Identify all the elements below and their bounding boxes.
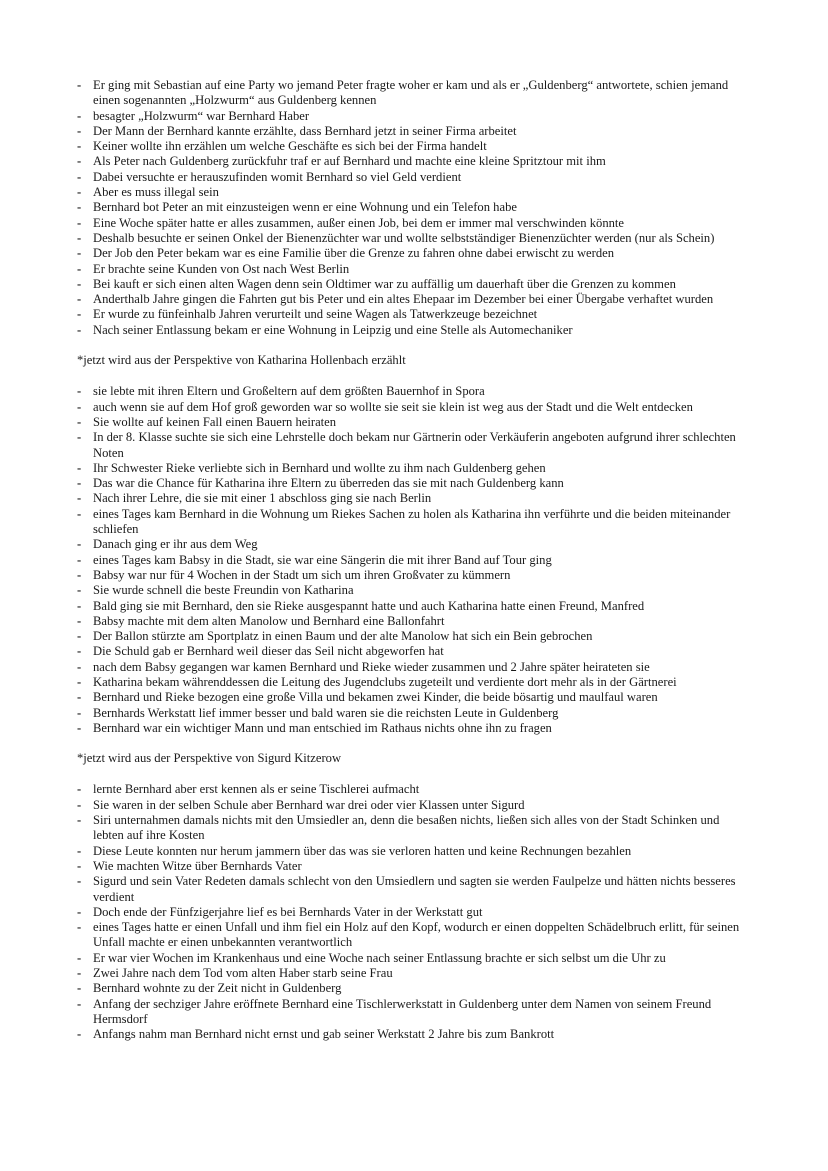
list-item [77, 782, 747, 797]
list-item-text: Nach seiner Entlassung bekam er eine Wohnung in Leipzig und eine Stelle als Automechaniker [93, 322, 573, 337]
list-item [77, 553, 747, 568]
list-item-text: In der 8. Klasse suchte sie sich eine Lehrstelle doch bekam nur Gärtnerin oder Verkäuferin angeboten aufgrund ihrer schlechten Noten [93, 430, 736, 460]
list-item-text: Sie wurde schnell die beste Freundin von Katharina [93, 583, 354, 598]
bullet-dash: - [77, 904, 82, 919]
list-item-text: Anfang der sechziger Jahre eröffnete Bernhard eine Tischlerwerkstatt in Guldenberg unter dem Namen von seinem Freund Hermsdorf [93, 996, 712, 1026]
list-item [77, 798, 747, 813]
bullet-dash: - [77, 414, 82, 429]
list-item [77, 813, 747, 844]
list-item-text: Siri unternahmen damals nichts mit den Umsiedler an, denn die besaßen nichts, ließen sich alles von der Stadt Schinken und lebten auf ihre Kosten [93, 813, 720, 843]
list-item [77, 675, 747, 690]
list-item-text: Bernhards Werkstatt lief immer besser und bald waren sie die reichsten Leute in Guldenberg [93, 705, 559, 720]
list-item [77, 859, 747, 874]
list-item [77, 216, 747, 231]
list-item [77, 920, 747, 951]
list-item-text: Aber es muss illegal sein [93, 185, 219, 200]
list-item-text: Danach ging er ihr aus dem Weg [93, 537, 258, 552]
list-item [77, 491, 747, 506]
list-item [77, 78, 747, 109]
list-item [77, 430, 747, 461]
list-item [77, 644, 747, 659]
bullet-dash: - [77, 782, 82, 797]
list-item-text: Bernhard wohnte zu der Zeit nicht in Guldenberg [93, 981, 342, 996]
list-item [77, 951, 747, 966]
list-item [77, 292, 747, 307]
bullet-dash: - [77, 598, 82, 613]
list-item-text: Babsy machte mit dem alten Manolow und Bernhard eine Ballonfahrt [93, 613, 445, 628]
list-item [77, 997, 747, 1028]
bullet-dash: - [77, 966, 82, 981]
list-item [77, 231, 747, 246]
list-item-text: Doch ende der Fünfzigerjahre lief es bei Bernhards Vater in der Werkstatt gut [93, 904, 483, 919]
bullet-dash: - [77, 108, 82, 123]
bullet-dash: - [77, 307, 82, 322]
bullet-dash: - [77, 552, 82, 567]
bullet-dash: - [77, 613, 82, 628]
bullet-dash: - [77, 920, 82, 935]
list-item [77, 1027, 747, 1042]
list-item [77, 400, 747, 415]
list-item-text: Bei kauft er sich einen alten Wagen denn sein Oldtimer war zu auffällig um dauerhaft über die Grenzen zu kommen [93, 276, 676, 291]
list-item-text: Der Ballon stürzte am Sportplatz in einen Baum und der alte Manolow hat sich ein Bein gebrochen [93, 629, 593, 644]
bullet-dash: - [77, 674, 82, 689]
list-item-text: eines Tages kam Babsy in die Stadt, sie war eine Sängerin die mit ihrer Band auf Tour ging [93, 552, 552, 567]
list-item-text: eines Tages hatte er einen Unfall und ihm fiel ein Holz auf den Kopf, wodurch er einen doppelten Schädelbruch erlitt, für seinen Unfall machte er einen unbekannten verantwortlich [93, 920, 740, 950]
bullet-dash: - [77, 858, 82, 873]
list-item-text: Ihr Schwester Rieke verliebte sich in Bernhard und wollte zu ihm nach Guldenberg gehen [93, 460, 546, 475]
list-item [77, 124, 747, 139]
list-item-text: Anderthalb Jahre gingen die Fahrten gut bis Peter und ein altes Ehepaar im Dezember bei einer Übergabe verhaftet wurden [93, 292, 714, 307]
list-item [77, 599, 747, 614]
list-item [77, 476, 747, 491]
list-item-text: Wie machten Witze über Bernhards Vater [93, 858, 302, 873]
list-item-text: Zwei Jahre nach dem Tod vom alten Haber starb seine Frau [93, 966, 393, 981]
list-item [77, 507, 747, 538]
list-item [77, 246, 747, 261]
bullet-dash: - [77, 430, 82, 445]
bullet-dash: - [77, 169, 82, 184]
list-item [77, 461, 747, 476]
bullet-dash: - [77, 797, 82, 812]
list-item [77, 323, 747, 338]
list-item-text: Die Schuld gab er Bernhard weil dieser das Seil nicht abgeworfen hat [93, 644, 444, 659]
list-item-text: eines Tages kam Bernhard in die Wohnung um Riekes Sachen zu holen als Katharina ihn verführte und die beiden miteinander schliefen [93, 506, 731, 537]
list-item-text: Dabei versuchte er herauszufinden womit Bernhard so viel Geld verdient [93, 169, 462, 184]
bullet-dash: - [77, 246, 82, 261]
list-item-text: Nach ihrer Lehre, die sie mit einer 1 abschloss ging sie nach Berlin [93, 491, 432, 506]
bullet-list-sigurd [77, 782, 747, 1042]
list-item-text: Deshalb besuchte er seinen Onkel der Bienenzüchter war und wollte selbstständiger Bienenzüchter werden (nur als Schein) [93, 230, 715, 245]
list-item [77, 660, 747, 675]
bullet-dash: - [77, 644, 82, 659]
list-item-text: Diese Leute konnten nur herum jammern über das was sie verloren hatten und keine Rechnungen bezahlen [93, 843, 632, 858]
bullet-dash: - [77, 690, 82, 705]
list-item-text: nach dem Babsy gegangen war kamen Bernhard und Rieke wieder zusammen und 2 Jahre später heirateten sie [93, 659, 650, 674]
list-item [77, 629, 747, 644]
bullet-dash: - [77, 1027, 82, 1042]
section-heading-sigurd: *jetzt wird aus der Perspektive von Sigurd Kitzerow [77, 751, 342, 766]
bullet-list-katharina [77, 384, 747, 736]
bullet-dash: - [77, 705, 82, 720]
list-item-text: Bernhard bot Peter an mit einzusteigen wenn er eine Wohnung und ein Telefon habe [93, 200, 517, 215]
section-heading-katharina: *jetzt wird aus der Perspektive von Katharina Hollenbach erzählt [77, 353, 406, 368]
list-item [77, 277, 747, 292]
list-item [77, 262, 747, 277]
list-item-text: Bernhard und Rieke bezogen eine große Villa und bekamen zwei Kinder, die beide bösartig und maulfaul waren [93, 690, 658, 705]
bullet-dash: - [77, 261, 82, 276]
bullet-dash: - [77, 78, 82, 92]
bullet-dash: - [77, 981, 82, 996]
list-item-text: Der Job den Peter bekam war es eine Familie über die Grenze zu fahren ohne dabei erwischt zu werden [93, 246, 615, 261]
bullet-dash: - [77, 874, 82, 889]
bullet-dash: - [77, 950, 82, 965]
bullet-dash: - [77, 460, 82, 475]
bullet-dash: - [77, 583, 82, 598]
bullet-dash: - [77, 123, 82, 138]
bullet-dash: - [77, 276, 82, 291]
list-item-text: Der Mann der Bernhard kannte erzählte, dass Bernhard jetzt in seiner Firma arbeitet [93, 123, 517, 138]
document-content [77, 78, 747, 1043]
list-item [77, 966, 747, 981]
bullet-dash: - [77, 567, 82, 582]
list-item [77, 185, 747, 200]
bullet-dash: - [77, 200, 82, 215]
bullet-dash: - [77, 230, 82, 245]
list-item-text: Sigurd und sein Vater Redeten damals schlecht von den Umsiedlern und sagten sie werden Faulpelze und hätten nichts besseres verdient [93, 874, 736, 904]
bullet-dash: - [77, 813, 82, 828]
list-item-text: Sie waren in der selben Schule aber Bernhard war drei oder vier Klassen unter Sigurd [93, 797, 525, 812]
bullet-dash: - [77, 154, 82, 169]
list-item-text: Er ging mit Sebastian auf eine Party wo jemand Peter fragte woher er kam und als er „Guldenberg“ antwortete, schien jemand einen sogenannten „Holzwurm“ aus Guldenberg kennen [93, 78, 729, 108]
list-item [77, 690, 747, 705]
list-item [77, 721, 747, 736]
bullet-dash: - [77, 215, 82, 230]
list-item [77, 307, 747, 322]
bullet-dash: - [77, 537, 82, 552]
list-item-text: Er wurde zu fünfeinhalb Jahren verurteilt und seine Wagen als Tatwerkzeuge bezeichnet [93, 307, 538, 322]
list-item-text: Anfangs nahm man Bernhard nicht ernst und gab seiner Werkstatt 2 Jahre bis zum Bankrott [93, 1027, 555, 1042]
bullet-dash: - [77, 843, 82, 858]
list-item [77, 384, 747, 399]
list-item-text: lernte Bernhard aber erst kennen als er seine Tischlerei aufmacht [93, 782, 420, 797]
list-item-text: Eine Woche später hatte er alles zusammen, außer einen Job, bei dem er immer mal verschwinden könnte [93, 215, 624, 230]
list-item [77, 706, 747, 721]
bullet-dash: - [77, 506, 82, 521]
bullet-dash: - [77, 720, 82, 735]
list-item [77, 415, 747, 430]
list-item-text: Bernhard war ein wichtiger Mann und man entschied im Rathaus nichts ohne ihn zu fragen [93, 720, 552, 735]
list-item [77, 583, 747, 598]
bullet-dash: - [77, 629, 82, 644]
bullet-dash: - [77, 322, 82, 337]
list-item [77, 139, 747, 154]
bullet-dash: - [77, 139, 82, 154]
list-item [77, 154, 747, 169]
list-item-text: Das war die Chance für Katharina ihre Eltern zu überreden das sie mit nach Guldenberg kann [93, 476, 564, 491]
list-item-text: Katharina bekam währenddessen die Leitung des Jugendclubs zugeteilt und verdiente dort mehr als in der Gärtnerei [93, 674, 677, 689]
list-item-text: auch wenn sie auf dem Hof groß geworden war so wollte sie seit sie klein ist weg aus der Stadt und die Welt entdecken [93, 399, 693, 414]
bullet-dash: - [77, 491, 82, 506]
list-item-text: Sie wollte auf keinen Fall einen Bauern heiraten [93, 414, 337, 429]
list-item [77, 844, 747, 859]
list-item [77, 537, 747, 552]
list-item-text: Keiner wollte ihn erzählen um welche Geschäfte es sich bei der Firma handelt [93, 139, 487, 154]
list-item [77, 905, 747, 920]
bullet-dash: - [77, 292, 82, 307]
bullet-dash: - [77, 476, 82, 491]
bullet-list-peter [77, 78, 747, 338]
list-item-text: Bald ging sie mit Bernhard, den sie Rieke ausgespannt hatte und auch Katharina hatte einen Freund, Manfred [93, 598, 645, 613]
bullet-dash: - [77, 384, 82, 399]
list-item [77, 568, 747, 583]
bullet-dash: - [77, 399, 82, 414]
list-item [77, 200, 747, 215]
bullet-dash: - [77, 659, 82, 674]
bullet-dash: - [77, 996, 82, 1011]
list-item [77, 874, 747, 905]
list-item-text: besagter „Holzwurm“ war Bernhard Haber [93, 108, 310, 123]
list-item [77, 170, 747, 185]
list-item-text: Babsy war nur für 4 Wochen in der Stadt um sich um ihren Großvater zu kümmern [93, 567, 511, 582]
list-item [77, 981, 747, 996]
bullet-dash: - [77, 185, 82, 200]
list-item [77, 109, 747, 124]
list-item-text: sie lebte mit ihren Eltern und Großeltern auf dem größten Bauernhof in Spora [93, 384, 485, 399]
list-item-text: Er war vier Wochen im Krankenhaus und eine Woche nach seiner Entlassung brachte er sich selbst um die Uhr zu [93, 950, 666, 965]
list-item-text: Als Peter nach Guldenberg zurückfuhr traf er auf Bernhard und machte eine kleine Spritztour mit ihm [93, 154, 606, 169]
list-item [77, 614, 747, 629]
list-item-text: Er brachte seine Kunden von Ost nach West Berlin [93, 261, 350, 276]
